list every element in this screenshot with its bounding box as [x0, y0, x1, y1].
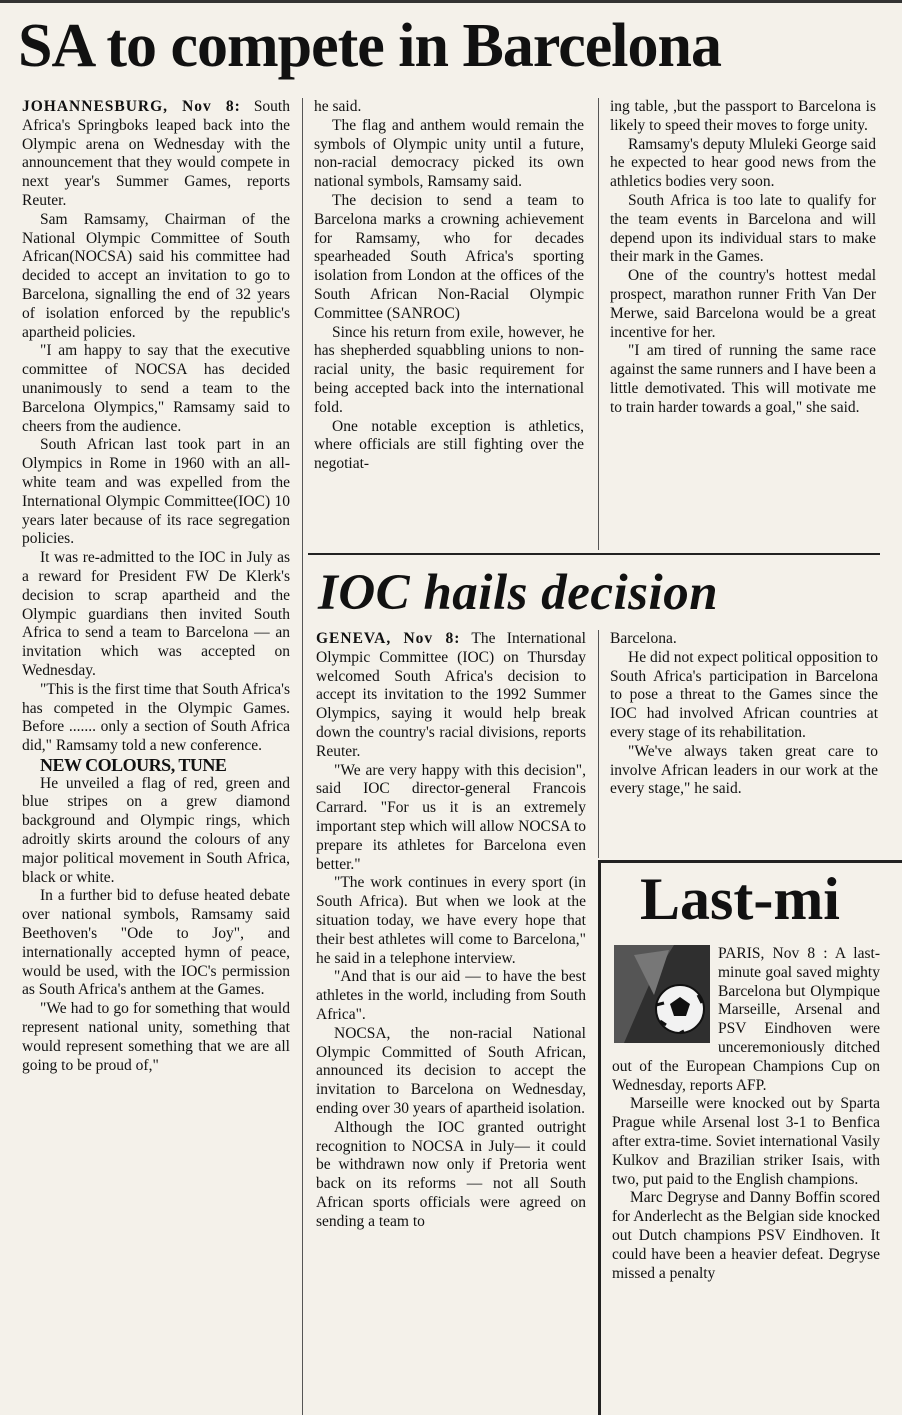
column-rule [598, 98, 599, 550]
column-rule [598, 630, 599, 858]
article-paragraph: PARIS, Nov 8 : A last-minute goal saved mighty Barcelona but Olympique Marseille, Arsenal and PSV Eindhoven were unceremoniously ditched out of the European Champions Cup on Wednesday, reports AFP. [612, 945, 880, 1094]
main-article-column-3 [610, 98, 876, 550]
article-paragraph: "We are very happy with this decision", said IOC director-general Francois Carrard. "For us it is an extremely important step which will allow NOCSA to prepare its athletes for Barcelona even better." [316, 761, 586, 873]
article-paragraph: The decision to send a team to Barcelona marks a crowning achievement for Ramsamy, who for decades spearheaded South Africa's sporting isolation from London at the offices of the South African Non-Racial Olympic Committee (SANROC) [314, 191, 584, 322]
subheading: NEW COLOURS, TUNE [40, 754, 227, 775]
article-paragraph: Marc Degryse and Danny Boffin scored for Anderlecht as the Belgian side knocked out Dutch champions PSV Eindhoven. It could have been a heavier defeat. Degryse missed a penalty [612, 1189, 880, 1282]
dateline: GENEVA, Nov 8: [316, 630, 461, 647]
page-top-rule [0, 0, 902, 3]
article-paragraph: In a further bid to defuse heated debate over national symbols, Ramsamy said Beethoven's "Ode to Joy", and internationally accepted hymn of peace, would be used, with the IOC's permission as South Africa's anthem at the Games. [22, 887, 290, 999]
article-paragraph: "We've always taken great care to involve African leaders in our work at the every stage," he said. [610, 742, 878, 798]
article-paragraph: "This is the first time that South Africa's has competed in the Olympic Games. Before ....... only a section of South Africa did," Ramsamy told a new conference. [22, 680, 290, 755]
article-paragraph: Since his return from exile, however, he has shepherded squabbling unions to non-racial unity, the basic requirement for being accepted back into the international fold. [314, 323, 584, 416]
article-paragraph: The flag and anthem would remain the symbols of Olympic unity until a future, non-racial democracy picked its own national symbols, Ramsamy said. [314, 116, 584, 191]
article-paragraph: ing table, ,but the passport to Barcelona is likely to speed their moves to forge unity. [610, 98, 876, 134]
article-paragraph: "I am tired of running the same race against the same runners and I have been a little demotivated. This will motivate me to train harder towards a goal," she said. [610, 342, 876, 416]
ioc-article-column-1 [316, 630, 586, 1415]
article-paragraph: "The work continues in every sport (in South Africa). But when we look at the situation today, we have every hope that their best athletes will come to Barcelona," he said in a telephone interview. [316, 874, 586, 967]
article-paragraph: Barcelona. [610, 630, 677, 647]
ioc-headline: IOC hails decision [318, 565, 719, 621]
article-paragraph: He did not expect political opposition to South Africa's participation in Barcelona to pose a threat to the Games since the IOC had involved African countries at every stage of its rehabilitation. [610, 648, 878, 741]
main-article-column-1 [22, 98, 290, 1415]
main-article-column-2 [314, 98, 584, 550]
article-paragraph: "And that is our aid — to have the best athletes in the world, including from South Africa". [316, 968, 586, 1023]
article-paragraph: Marseille were knocked out by Sparta Prague while Arsenal lost 3-1 to Benfica after extra-time. Soviet international Vasily Kulkov and Brazilian striker Isais, with two, put paid to the English champions. [612, 1095, 880, 1188]
article-paragraph: JOHANNESBURG, Nov 8: South Africa's Springboks leaped back into the Olympic arena on Wednesday with the announcement that they would compete in next year's Summer Games, reports Reuter. [22, 98, 290, 209]
last-minute-article [612, 945, 880, 1415]
column-rule [302, 98, 303, 1415]
box-border-left [598, 860, 601, 1415]
main-headline: SA to compete in Barcelona [18, 12, 722, 80]
dateline: JOHANNESBURG, Nov 8: [22, 98, 241, 115]
article-paragraph: South Africa is too late to qualify for the team events in Barcelona and will depend upon its individual stars to make their mark in the Games. [610, 191, 876, 266]
article-paragraph: South African last took part in an Olympics in Rome in 1960 with an all-white team and was expelled from the International Olympic Committee(IOC) 10 years later because of its race segregation policies. [22, 436, 290, 548]
article-paragraph: Although the IOC granted outright recognition to NOCSA in July— it could be withdrawn now only if Pretoria went back on its reforms — not all South African sports officials were agreed on sending a team to [316, 1118, 586, 1230]
dateline: PARIS, Nov 8 : [718, 945, 828, 962]
section-rule [308, 553, 880, 555]
article-paragraph: Sam Ramsamy, Chairman of the National Olympic Committee of South African(NOCSA) said his committee had decided to accept an invitation to go to Barcelona, signalling the end of 32 years of isolation enforced by the republic's apartheid policies. [22, 210, 290, 341]
article-paragraph: NOCSA, the non-racial National Olympic Committed of South African, announced its decision to accept the invitation to Barcelona on Wednesday, ending over 30 years of apartheid isolation. [316, 1024, 586, 1117]
article-paragraph: He unveiled a flag of red, green and blue stripes on a grew diamond background and Olympic rings, which adroitly skirts around the colours of any major political movement in South Africa, black or white. [22, 774, 290, 886]
ioc-article-column-2 [610, 630, 878, 858]
article-paragraph: "I am happy to say that the executive committee of NOCSA has decided unanimously to send a team to the Barcelona Olympics," Ramsamy said to cheers from the audience. [22, 342, 290, 435]
article-paragraph: One of the country's hottest medal prospect, marathon runner Frith Van Der Merwe, said Barcelona would be a great incentive for her. [610, 267, 876, 341]
last-minute-headline: Last-mi [640, 866, 840, 932]
article-paragraph: he said. [314, 98, 362, 115]
article-paragraph: Ramsamy's deputy Mluleki George said he expected to hear good news from the athletics bodies very soon. [610, 135, 876, 191]
article-paragraph: GENEVA, Nov 8: The International Olympic Committee (IOC) on Thursday welcomed South Africa's decision to accept its invitation to the 1992 Summer Olympics, saying it would help break down the country's racial divisions, reports Reuter. [316, 630, 586, 760]
article-paragraph: One notable exception is athletics, where officials are still fighting over the negotiat- [314, 417, 584, 473]
article-paragraph: "We had to go for something that would represent national unity, something that would represent something that we are all going to be proud of," [22, 1000, 290, 1074]
article-paragraph: It was re-admitted to the IOC in July as a reward for President FW De Klerk's decision to scrap apartheid and the Olympic guardians then invited South Africa to send a team to Barcelona — an invitation which was accepted on Wednesday. [22, 549, 290, 679]
